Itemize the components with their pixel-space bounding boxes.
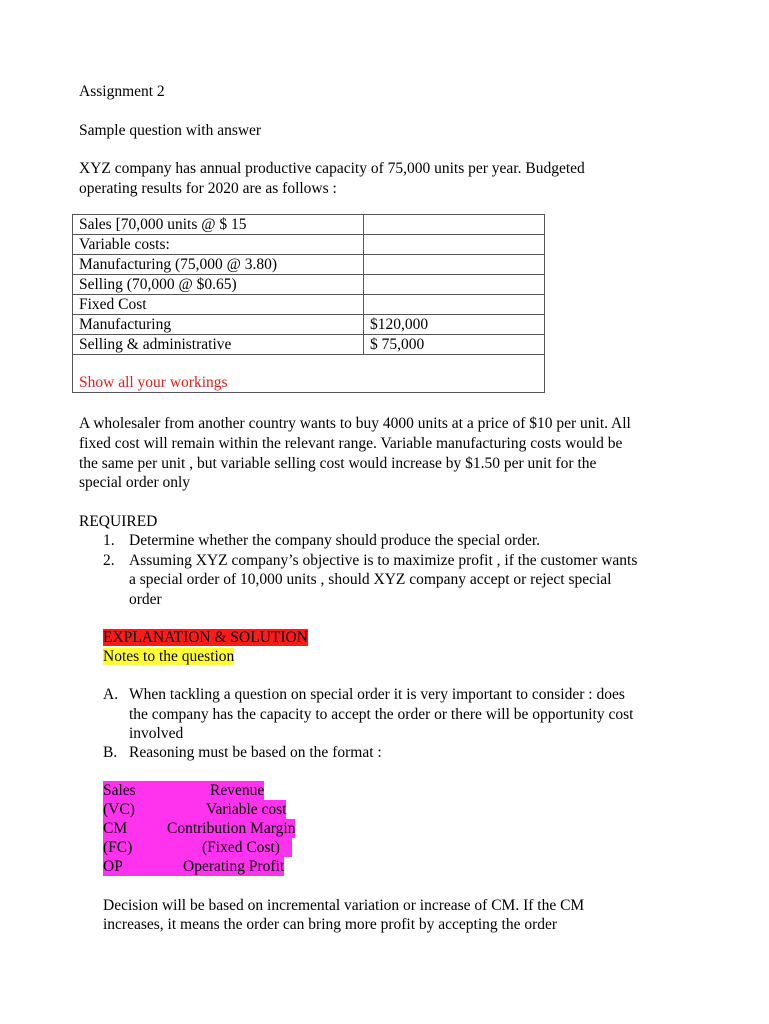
required-heading: REQUIRED: [79, 513, 158, 530]
format-desc: Operating Profit: [143, 857, 284, 876]
table-cell-label: Selling & administrative: [73, 335, 364, 355]
table-cell-label: Fixed Cost: [73, 295, 364, 315]
scenario-line-2: fixed cost will remain within the relevant range. Variable manufacturing costs would be: [79, 435, 623, 452]
scenario-line-3: the same per unit , but variable selling cost would increase by $1.50 per unit for the: [79, 455, 597, 472]
workings-note: Show all your workings: [73, 355, 545, 393]
intro-line-1: XYZ company has annual productive capacity of 75,000 units per year. Budgeted: [79, 160, 585, 177]
format-row: [103, 800, 297, 819]
decision-line-1: Decision will be based on incremental variation or increase of CM. If the CM: [103, 897, 585, 914]
explanation-heading: [103, 628, 308, 648]
scenario-line-4: special order only: [79, 474, 191, 491]
table-cell-label: Variable costs:: [73, 235, 364, 255]
table-row: [73, 275, 545, 295]
table-cell-value: [364, 275, 545, 295]
required-item-number: 1.: [103, 532, 115, 549]
required-item-1-text: Determine whether the company should produce the special order.: [129, 532, 541, 549]
table-row: [73, 335, 545, 355]
format-abbr: Sales: [103, 781, 143, 800]
note-b-line-1: Reasoning must be based on the format :: [129, 744, 382, 761]
format-row: [103, 857, 295, 876]
intro-line-2: operating results for 2020 are as follows :: [79, 180, 337, 197]
table-row: [73, 255, 545, 275]
required-item-2-line-3: order: [129, 591, 162, 608]
table-row: [73, 315, 545, 335]
required-item-2-line-2: a special order of 10,000 units , should XYZ company accept or reject special: [129, 571, 612, 588]
budget-table: [72, 214, 545, 393]
table-cell-value: $ 75,000: [364, 335, 545, 355]
required-item-2-line-1: Assuming XYZ company’s objective is to maximize profit , if the customer wants: [129, 552, 638, 569]
assignment-title: Assignment 2: [79, 83, 165, 100]
required-item-number: 2.: [103, 552, 115, 569]
format-desc: Revenue: [143, 781, 264, 800]
format-desc: Variable cost: [143, 800, 286, 819]
table-row: [73, 235, 545, 255]
table-cell-label: Selling (70,000 @ $0.65): [73, 275, 364, 295]
format-abbr: (FC): [103, 838, 143, 857]
table-row: [73, 295, 545, 315]
table-cell-value: [364, 295, 545, 315]
note-item-letter: A.: [103, 686, 119, 703]
format-desc: (Fixed Cost): [143, 838, 292, 857]
format-row: [103, 819, 309, 838]
note-a-line-1: When tackling a question on special order it is very important to consider : does: [129, 686, 625, 703]
format-abbr: CM: [103, 819, 143, 838]
table-cell-value: [364, 215, 545, 235]
table-cell-value: [364, 235, 545, 255]
table-cell-label: Sales [70,000 units @ $ 15: [73, 215, 364, 235]
format-desc: Contribution Margin: [143, 819, 295, 838]
assignment-subtitle: Sample question with answer: [79, 122, 262, 139]
decision-line-2: increases, it means the order can bring more profit by accepting the order: [103, 916, 558, 933]
note-a-line-2: the company has the capacity to accept the order or there will be opportunity cost: [129, 706, 634, 723]
format-abbr: OP: [103, 857, 143, 876]
notes-heading-text: Notes to the question: [103, 648, 235, 665]
note-item-letter: B.: [103, 744, 118, 761]
notes-heading: [103, 647, 234, 667]
table-cell-value: [364, 255, 545, 275]
format-row: [103, 838, 317, 857]
note-a-line-3: involved: [129, 725, 184, 742]
table-row: [73, 355, 545, 393]
scenario-line-1: A wholesaler from another country wants to buy 4000 units at a price of $10 per unit. All: [79, 415, 631, 432]
table-row: [73, 215, 545, 235]
table-cell-label: Manufacturing (75,000 @ 3.80): [73, 255, 364, 275]
table-cell-label: Manufacturing: [73, 315, 364, 335]
format-row: [103, 781, 271, 800]
format-abbr: (VC): [103, 800, 143, 819]
explanation-heading-text: EXPLANATION & SOLUTION: [103, 629, 308, 646]
table-cell-value: $120,000: [364, 315, 545, 335]
